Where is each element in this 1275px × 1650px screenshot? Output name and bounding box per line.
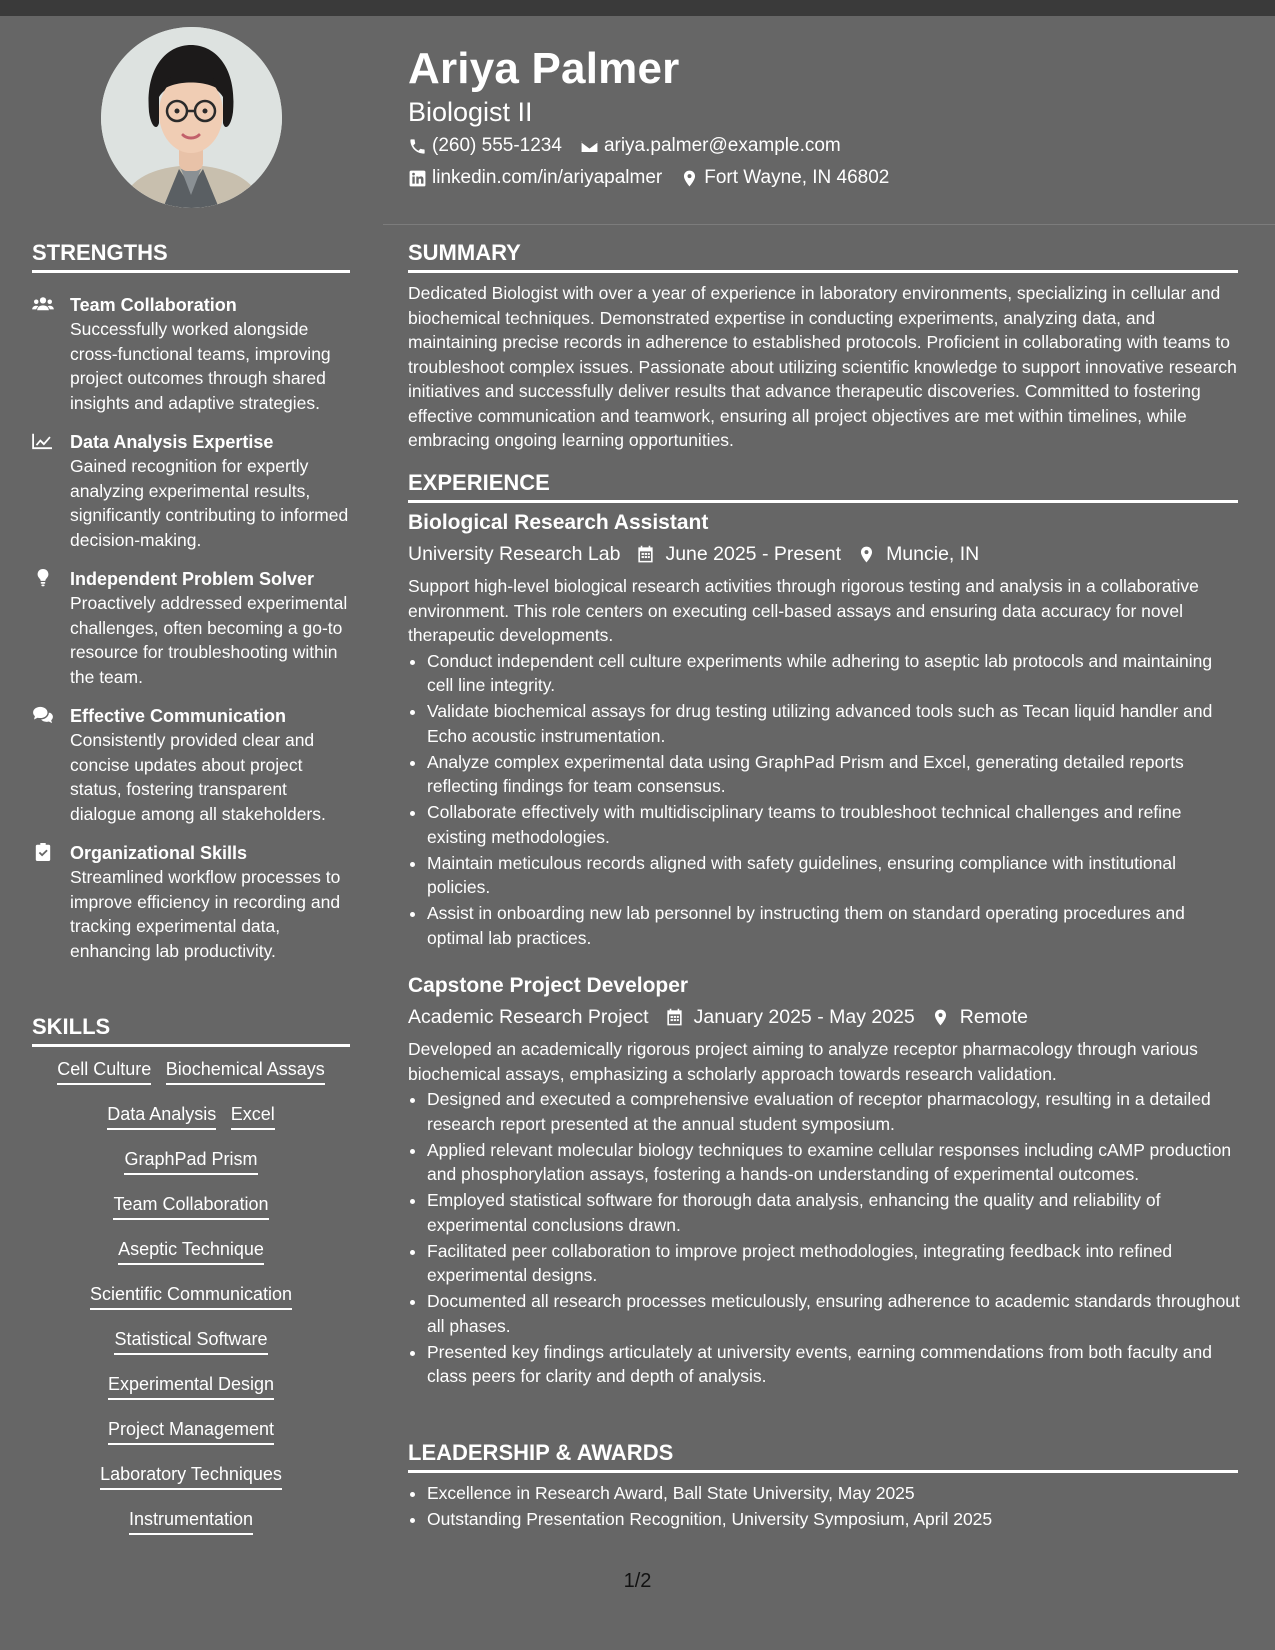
phone-item [408,134,562,158]
award-item: • Outstanding Presentation Recognition, University Symposium, April 2025 [427,1507,1240,1532]
strength-item [32,704,352,826]
lightbulb-icon [32,569,54,587]
job-bullet: • Collaborate effectively with multidisciplinary teams to troubleshoot technical challenges and refine existing methodologies. [427,800,1240,849]
envelope-icon [580,137,599,156]
job-meta [408,1003,1240,1031]
skill-tag: Cell Culture [57,1058,151,1085]
job-description: Developed an academically rigorous project aiming to analyze receptor pharmacology through various biochemical assays, emphasizing a scholarly approach towards research validation. [408,1039,1198,1084]
summary-heading: SUMMARY [408,240,1238,273]
strength-title: Effective Communication [70,706,287,726]
map-marker-icon [680,169,699,188]
job-bullet: • Designed and executed a comprehensive evaluation of receptor pharmacology, resulting in a detailed research report presented at the annual student symposium. [427,1087,1240,1136]
skill-tag: Data Analysis [107,1103,216,1130]
calendar-icon [636,545,655,564]
header-separator [383,224,1275,225]
clipboard-check-icon [32,843,54,861]
contact-row-2 [408,166,907,190]
skill-tag: Team Collaboration [113,1193,268,1220]
candidate-role: Biologist II [408,97,533,127]
strength-title: Data Analysis Expertise [70,432,274,452]
skill-tag: Project Management [108,1418,274,1445]
skill-tag: Laboratory Techniques [100,1463,282,1490]
phone-icon [408,137,427,156]
job-bullet: • Documented all research processes meticulously, ensuring adherence to academic standards throughout all phases. [427,1289,1240,1338]
skill-tag: Scientific Communication [90,1283,292,1310]
strength-desc: Gained recognition for expertly analyzing experimental results, significantly contributing to informed decision-making. [70,456,349,550]
calendar-icon [665,1008,684,1027]
profile-photo [101,27,282,208]
job-title: Biological Research Assistant [408,511,709,534]
summary-text: Dedicated Biologist with over a year of experience in laboratory environments, specializing in cellular and biochemical techniques. Demonstrated expertise in conducting experiments, analyzing data, and maintaining precise records in adherence to established protocols. Proficient in collaborating with teams to troubleshoot complex issues. Passionate about utilizing scientific knowledge to support innovative research initiatives and successfully deliver results that advance therapeutic discoveries. Committed to fostering effective communication and teamwork, ensuring all project objectives are met within timelines, while embracing ongoing learning opportunities. [408,283,1237,450]
job-dates: June 2025 - Present [665,543,842,565]
linkedin-item[interactable] [408,166,662,190]
award-item: • Excellence in Research Award, Ball State University, May 2025 [427,1481,1240,1506]
email-text: ariya.palmer@example.com [603,135,841,156]
users-icon [32,295,54,313]
skill-tag: Aseptic Technique [118,1238,264,1265]
linkedin-text: linkedin.com/in/ariyapalmer [432,167,663,188]
job-bullets [408,649,1240,951]
strength-title: Team Collaboration [70,295,237,315]
job-bullet: • Validate biochemical assays for drug testing utilizing advanced tools such as Tecan liquid handler and Echo acoustic instrumentation. [427,699,1240,748]
job-bullets [408,1087,1240,1389]
job-bullet: • Maintain meticulous records aligned with safety guidelines, ensuring compliance with institutional policies. [427,851,1240,900]
job-dates: January 2025 - May 2025 [693,1006,915,1028]
strength-desc: Streamlined workflow processes to improve efficiency in recording and tracking experimental data, enhancing lab productivity. [70,867,341,961]
skills-heading: SKILLS [32,1014,350,1047]
job-org: Academic Research Project [408,1006,649,1028]
skill-tag: GraphPad Prism [124,1148,257,1175]
awards-section [408,1480,1240,1533]
strength-item [32,430,352,552]
strength-title: Independent Problem Solver [70,569,315,589]
job-location: Muncie, IN [886,543,980,565]
job-title: Capstone Project Developer [408,974,689,997]
strength-desc: Proactively addressed experimental challenges, often becoming a go-to resource for troubleshooting within the team. [70,593,348,687]
experience-heading: EXPERIENCE [408,470,1238,503]
strengths-list [32,293,352,978]
job-entry [408,972,1240,1390]
job-meta [408,540,1240,568]
skill-tag: Instrumentation [129,1508,253,1535]
strength-desc: Successfully worked alongside cross-functional teams, improving project outcomes through shared insights and adaptive strategies. [70,319,331,413]
job-location: Remote [959,1006,1029,1028]
awards-heading: LEADERSHIP & AWARDS [408,1440,1238,1473]
job-description: Support high-level biological research activities through rigorous testing and analysis in a collaborative environment. This role centers on executing cell-based assays and ensuring data accuracy for novel therapeutic developments. [408,576,1199,645]
strength-desc: Consistently provided clear and concise updates about project status, fostering transparent dialogue among all stakeholders. [70,730,326,824]
job-bullet: • Facilitated peer collaboration to improve project methodologies, integrating feedback into refined experimental designs. [427,1239,1240,1288]
map-marker-icon [857,545,876,564]
contact-row-1 [408,134,859,158]
strength-title: Organizational Skills [70,843,248,863]
strength-item [32,567,352,689]
job-bullet: • Applied relevant molecular biology techniques to examine cellular responses including cAMP production and phosphorylation assays, fostering a hands-on understanding of experimental outcomes. [427,1138,1240,1187]
job-bullet: • Analyze complex experimental data using GraphPad Prism and Excel, generating detailed reports reflecting findings for team consensus. [427,750,1240,799]
skills-list [32,1058,350,1553]
strength-item [32,293,352,415]
skill-tag: Biochemical Assays [166,1058,325,1085]
linkedin-icon [408,169,427,188]
comments-icon [32,706,54,724]
top-bar [0,0,1275,16]
email-item[interactable] [580,134,841,158]
skill-tag: Experimental Design [108,1373,274,1400]
awards-list [408,1481,1240,1532]
phone-text: (260) 555-1234 [432,135,562,156]
job-bullet: • Assist in onboarding new lab personnel by instructing them on standard operating procedures and optimal lab practices. [427,901,1240,950]
summary-section [408,281,1240,453]
job-entry [408,509,1240,952]
job-org: University Research Lab [408,543,621,565]
location-text: Fort Wayne, IN 46802 [704,167,890,188]
candidate-name: Ariya Palmer [408,44,680,93]
job-bullet: • Conduct independent cell culture experiments while adhering to aseptic lab protocols and maintaining cell line integrity. [427,649,1240,698]
strength-item [32,841,352,963]
strengths-heading: STRENGTHS [32,240,350,273]
map-marker-icon [931,1008,950,1027]
location-item [680,166,889,190]
job-bullet: • Employed statistical software for thorough data analysis, enhancing the quality and reliability of experimental conclusions drawn. [427,1188,1240,1237]
skill-tag: Excel [231,1103,275,1130]
skill-tag: Statistical Software [114,1328,267,1355]
job-bullet: • Presented key findings articulately at university events, earning commendations from both faculty and class peers for clarity and depth of analysis. [427,1340,1240,1389]
chart-line-icon [32,432,54,450]
page-indicator: 1/2 [623,1570,652,1592]
